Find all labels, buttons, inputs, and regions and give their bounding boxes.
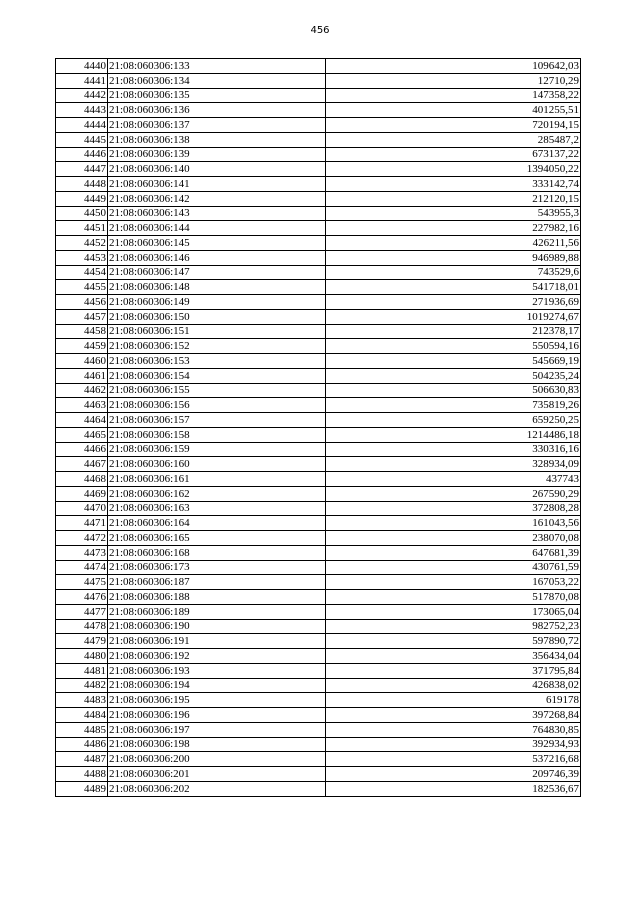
cadastral-value-cell: 173065,04 xyxy=(326,604,581,619)
row-number-cell: 4488 xyxy=(56,767,108,782)
table-row xyxy=(56,147,581,162)
cadastral-number-cell: 21:08:060306:195 xyxy=(108,693,326,708)
cadastral-value-cell: 1214486,18 xyxy=(326,427,581,442)
cadastral-number-cell: 21:08:060306:148 xyxy=(108,280,326,295)
cadastral-number-cell: 21:08:060306:168 xyxy=(108,545,326,560)
table-row xyxy=(56,324,581,339)
row-number-cell: 4449 xyxy=(56,191,108,206)
row-number-cell: 4483 xyxy=(56,693,108,708)
cadastral-number-cell: 21:08:060306:133 xyxy=(108,59,326,74)
table-row xyxy=(56,457,581,472)
cadastral-number-cell: 21:08:060306:153 xyxy=(108,354,326,369)
table-row xyxy=(56,663,581,678)
cadastral-value-cell: 743529,6 xyxy=(326,265,581,280)
table-row xyxy=(56,619,581,634)
cadastral-value-cell: 161043,56 xyxy=(326,516,581,531)
table-row xyxy=(56,722,581,737)
table-row xyxy=(56,383,581,398)
cadastral-number-cell: 21:08:060306:189 xyxy=(108,604,326,619)
cadastral-number-cell: 21:08:060306:146 xyxy=(108,250,326,265)
table-row xyxy=(56,339,581,354)
row-number-cell: 4489 xyxy=(56,781,108,796)
cadastral-value-cell: 167053,22 xyxy=(326,575,581,590)
cadastral-value-cell: 227982,16 xyxy=(326,221,581,236)
cadastral-number-cell: 21:08:060306:142 xyxy=(108,191,326,206)
row-number-cell: 4473 xyxy=(56,545,108,560)
cadastral-number-cell: 21:08:060306:198 xyxy=(108,737,326,752)
row-number-cell: 4441 xyxy=(56,73,108,88)
cadastral-number-cell: 21:08:060306:143 xyxy=(108,206,326,221)
table-row xyxy=(56,354,581,369)
row-number-cell: 4455 xyxy=(56,280,108,295)
cadastral-number-cell: 21:08:060306:134 xyxy=(108,73,326,88)
cadastral-number-cell: 21:08:060306:161 xyxy=(108,472,326,487)
cadastral-number-cell: 21:08:060306:145 xyxy=(108,236,326,251)
cadastral-value-cell: 504235,24 xyxy=(326,368,581,383)
cadastral-number-cell: 21:08:060306:149 xyxy=(108,295,326,310)
table-row xyxy=(56,442,581,457)
cadastral-number-cell: 21:08:060306:156 xyxy=(108,398,326,413)
row-number-cell: 4448 xyxy=(56,177,108,192)
cadastral-value-cell: 619178 xyxy=(326,693,581,708)
row-number-cell: 4457 xyxy=(56,309,108,324)
cadastral-value-cell: 372808,28 xyxy=(326,501,581,516)
cadastral-value-cell: 209746,39 xyxy=(326,767,581,782)
cadastral-number-cell: 21:08:060306:154 xyxy=(108,368,326,383)
table-row xyxy=(56,398,581,413)
cadastral-number-cell: 21:08:060306:202 xyxy=(108,781,326,796)
cadastral-number-cell: 21:08:060306:151 xyxy=(108,324,326,339)
table-row xyxy=(56,590,581,605)
table-row xyxy=(56,737,581,752)
cadastral-number-cell: 21:08:060306:144 xyxy=(108,221,326,236)
cadastral-number-cell: 21:08:060306:188 xyxy=(108,590,326,605)
cadastral-number-cell: 21:08:060306:200 xyxy=(108,752,326,767)
row-number-cell: 4481 xyxy=(56,663,108,678)
table-row xyxy=(56,575,581,590)
row-number-cell: 4471 xyxy=(56,516,108,531)
row-number-cell: 4451 xyxy=(56,221,108,236)
cadastral-value-cell: 1019274,67 xyxy=(326,309,581,324)
cadastral-value-cell: 517870,08 xyxy=(326,590,581,605)
cadastral-value-cell: 506630,83 xyxy=(326,383,581,398)
cadastral-value-cell: 267590,29 xyxy=(326,486,581,501)
row-number-cell: 4461 xyxy=(56,368,108,383)
cadastral-value-cell: 550594,16 xyxy=(326,339,581,354)
table-row xyxy=(56,162,581,177)
table-row xyxy=(56,678,581,693)
row-number-cell: 4459 xyxy=(56,339,108,354)
table-row xyxy=(56,604,581,619)
cadastral-value-cell: 543955,3 xyxy=(326,206,581,221)
cadastral-value-cell: 764830,85 xyxy=(326,722,581,737)
row-number-cell: 4472 xyxy=(56,531,108,546)
table-row xyxy=(56,767,581,782)
cadastral-value-cell: 328934,09 xyxy=(326,457,581,472)
row-number-cell: 4466 xyxy=(56,442,108,457)
table-row xyxy=(56,73,581,88)
row-number-cell: 4470 xyxy=(56,501,108,516)
cadastral-value-cell: 437743 xyxy=(326,472,581,487)
table-row xyxy=(56,88,581,103)
row-number-cell: 4469 xyxy=(56,486,108,501)
row-number-cell: 4468 xyxy=(56,472,108,487)
row-number-cell: 4476 xyxy=(56,590,108,605)
row-number-cell: 4443 xyxy=(56,103,108,118)
row-number-cell: 4447 xyxy=(56,162,108,177)
row-number-cell: 4458 xyxy=(56,324,108,339)
cadastral-value-cell: 430761,59 xyxy=(326,560,581,575)
table-row xyxy=(56,221,581,236)
cadastral-number-cell: 21:08:060306:158 xyxy=(108,427,326,442)
table-row xyxy=(56,59,581,74)
table-row xyxy=(56,634,581,649)
row-number-cell: 4440 xyxy=(56,59,108,74)
table-row xyxy=(56,649,581,664)
cadastral-value-cell: 271936,69 xyxy=(326,295,581,310)
cadastral-value-cell: 537216,68 xyxy=(326,752,581,767)
cadastral-value-cell: 426211,56 xyxy=(326,236,581,251)
row-number-cell: 4487 xyxy=(56,752,108,767)
cadastral-value-cell: 333142,74 xyxy=(326,177,581,192)
row-number-cell: 4467 xyxy=(56,457,108,472)
table-row xyxy=(56,206,581,221)
table-row xyxy=(56,103,581,118)
row-number-cell: 4450 xyxy=(56,206,108,221)
cadastral-value-cell: 673137,22 xyxy=(326,147,581,162)
cadastral-value-cell: 397268,84 xyxy=(326,708,581,723)
table-row xyxy=(56,531,581,546)
cadastral-value-cell: 426838,02 xyxy=(326,678,581,693)
cadastral-number-cell: 21:08:060306:164 xyxy=(108,516,326,531)
row-number-cell: 4460 xyxy=(56,354,108,369)
cadastral-number-cell: 21:08:060306:187 xyxy=(108,575,326,590)
table-row xyxy=(56,486,581,501)
table-row xyxy=(56,545,581,560)
cadastral-number-cell: 21:08:060306:141 xyxy=(108,177,326,192)
row-number-cell: 4456 xyxy=(56,295,108,310)
cadastral-value-cell: 392934,93 xyxy=(326,737,581,752)
cadastral-number-cell: 21:08:060306:165 xyxy=(108,531,326,546)
table-row xyxy=(56,177,581,192)
row-number-cell: 4484 xyxy=(56,708,108,723)
cadastral-number-cell: 21:08:060306:150 xyxy=(108,309,326,324)
table-row xyxy=(56,309,581,324)
row-number-cell: 4462 xyxy=(56,383,108,398)
cadastral-value-cell: 330316,16 xyxy=(326,442,581,457)
table-row xyxy=(56,516,581,531)
cadastral-value-cell: 212378,17 xyxy=(326,324,581,339)
cadastral-value-cell: 946989,88 xyxy=(326,250,581,265)
cadastral-value-cell: 401255,51 xyxy=(326,103,581,118)
row-number-cell: 4474 xyxy=(56,560,108,575)
row-number-cell: 4479 xyxy=(56,634,108,649)
table-row xyxy=(56,368,581,383)
cadastral-number-cell: 21:08:060306:135 xyxy=(108,88,326,103)
cadastral-value-cell: 147358,22 xyxy=(326,88,581,103)
row-number-cell: 4445 xyxy=(56,132,108,147)
cadastral-value-cell: 647681,39 xyxy=(326,545,581,560)
table-row xyxy=(56,250,581,265)
row-number-cell: 4485 xyxy=(56,722,108,737)
table-row xyxy=(56,427,581,442)
table-row xyxy=(56,280,581,295)
table-row xyxy=(56,295,581,310)
table-row xyxy=(56,472,581,487)
cadastral-number-cell: 21:08:060306:193 xyxy=(108,663,326,678)
cadastral-value-cell: 285487,2 xyxy=(326,132,581,147)
row-number-cell: 4465 xyxy=(56,427,108,442)
cadastral-number-cell: 21:08:060306:190 xyxy=(108,619,326,634)
table-row xyxy=(56,708,581,723)
cadastral-number-cell: 21:08:060306:138 xyxy=(108,132,326,147)
row-number-cell: 4444 xyxy=(56,118,108,133)
table-row xyxy=(56,265,581,280)
cadastral-value-cell: 109642,03 xyxy=(326,59,581,74)
cadastral-number-cell: 21:08:060306:139 xyxy=(108,147,326,162)
cadastral-value-cell: 371795,84 xyxy=(326,663,581,678)
cadastral-number-cell: 21:08:060306:173 xyxy=(108,560,326,575)
cadastral-number-cell: 21:08:060306:197 xyxy=(108,722,326,737)
cadastral-value-cell: 541718,01 xyxy=(326,280,581,295)
cadastral-number-cell: 21:08:060306:192 xyxy=(108,649,326,664)
row-number-cell: 4482 xyxy=(56,678,108,693)
cadastral-value-cell: 545669,19 xyxy=(326,354,581,369)
row-number-cell: 4446 xyxy=(56,147,108,162)
cadastral-number-cell: 21:08:060306:157 xyxy=(108,413,326,428)
table-row xyxy=(56,781,581,796)
cadastral-number-cell: 21:08:060306:137 xyxy=(108,118,326,133)
row-number-cell: 4486 xyxy=(56,737,108,752)
cadastral-value-cell: 735819,26 xyxy=(326,398,581,413)
cadastral-value-cell: 356434,04 xyxy=(326,649,581,664)
cadastral-number-cell: 21:08:060306:152 xyxy=(108,339,326,354)
row-number-cell: 4454 xyxy=(56,265,108,280)
row-number-cell: 4478 xyxy=(56,619,108,634)
table-row xyxy=(56,191,581,206)
table-row xyxy=(56,752,581,767)
table-row xyxy=(56,693,581,708)
row-number-cell: 4452 xyxy=(56,236,108,251)
row-number-cell: 4442 xyxy=(56,88,108,103)
cadastral-number-cell: 21:08:060306:191 xyxy=(108,634,326,649)
cadastral-number-cell: 21:08:060306:159 xyxy=(108,442,326,457)
table-row xyxy=(56,501,581,516)
table-row xyxy=(56,118,581,133)
cadastral-value-cell: 182536,67 xyxy=(326,781,581,796)
cadastral-number-cell: 21:08:060306:163 xyxy=(108,501,326,516)
cadastral-value-cell: 659250,25 xyxy=(326,413,581,428)
table-row xyxy=(56,560,581,575)
cadastral-value-cell: 1394050,22 xyxy=(326,162,581,177)
cadastral-number-cell: 21:08:060306:160 xyxy=(108,457,326,472)
cadastral-value-cell: 982752,23 xyxy=(326,619,581,634)
cadastral-number-cell: 21:08:060306:162 xyxy=(108,486,326,501)
row-number-cell: 4477 xyxy=(56,604,108,619)
table-row xyxy=(56,236,581,251)
table-row xyxy=(56,132,581,147)
cadastral-number-cell: 21:08:060306:155 xyxy=(108,383,326,398)
cadastral-number-cell: 21:08:060306:147 xyxy=(108,265,326,280)
row-number-cell: 4475 xyxy=(56,575,108,590)
cadastral-value-cell: 238070,08 xyxy=(326,531,581,546)
cadastral-value-cell: 212120,15 xyxy=(326,191,581,206)
table-body xyxy=(56,59,581,797)
row-number-cell: 4464 xyxy=(56,413,108,428)
row-number-cell: 4453 xyxy=(56,250,108,265)
cadastral-number-cell: 21:08:060306:136 xyxy=(108,103,326,118)
cadastral-number-cell: 21:08:060306:196 xyxy=(108,708,326,723)
page-number: 456 xyxy=(310,25,330,36)
cadastral-value-cell: 720194,15 xyxy=(326,118,581,133)
row-number-cell: 4463 xyxy=(56,398,108,413)
table-row xyxy=(56,413,581,428)
cadastral-value-table xyxy=(55,58,581,797)
row-number-cell: 4480 xyxy=(56,649,108,664)
cadastral-value-cell: 12710,29 xyxy=(326,73,581,88)
cadastral-number-cell: 21:08:060306:194 xyxy=(108,678,326,693)
cadastral-number-cell: 21:08:060306:140 xyxy=(108,162,326,177)
cadastral-number-cell: 21:08:060306:201 xyxy=(108,767,326,782)
cadastral-value-cell: 597890,72 xyxy=(326,634,581,649)
